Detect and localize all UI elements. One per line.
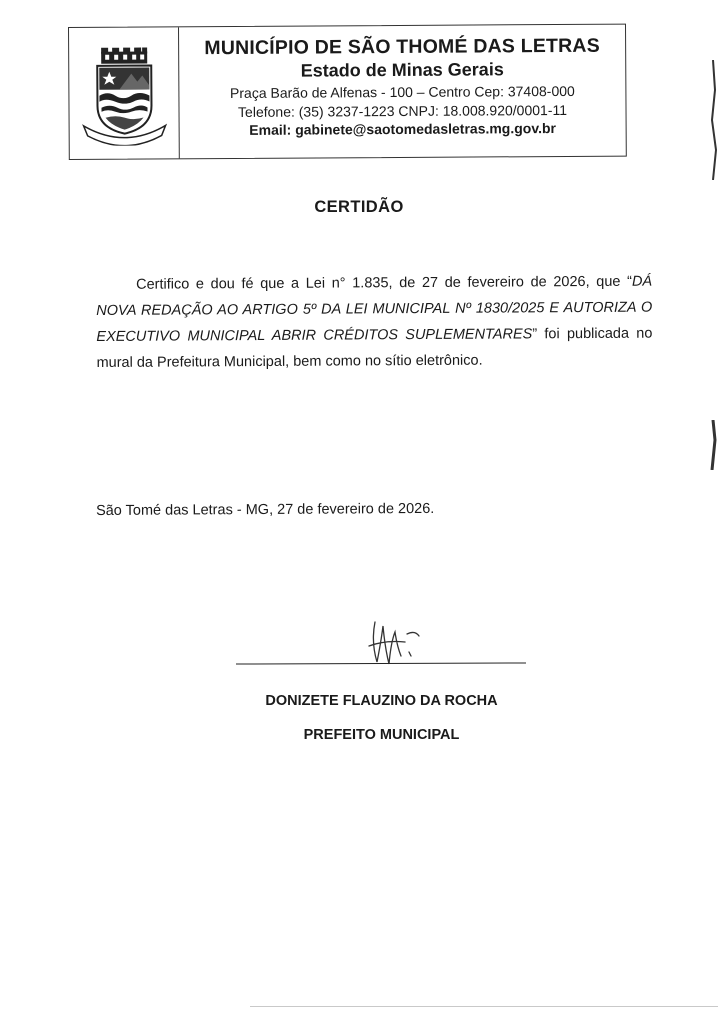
place-date: São Tomé das Letras - MG, 27 de fevereiro de 2026. — [96, 500, 435, 519]
scan-bottom-edge — [250, 1006, 718, 1007]
signer-role: PREFEITO MUNICIPAL — [303, 727, 460, 743]
paragraph-start: Certifico e dou fé que a Lei n° 1.835, de 27 de fevereiro de 2026, que “ — [136, 273, 632, 293]
letterhead — [68, 24, 627, 160]
scan-edge-mark — [709, 60, 717, 180]
phone-cnpj-line: Telefone: (35) 3237-1223 CNPJ: 18.008.920/0001-11 — [237, 101, 568, 120]
email-line[interactable]: Email: gabinete@saotomedasletras.mg.gov.br — [249, 120, 557, 138]
law-subject: DÁ NOVA REDAÇÃO AO ARTIGO 5º DA LEI MUNICIPAL Nº 1830/2025 E AUTORIZA O EXECUTIVO MUNICIPAL ABRIR CRÉDITOS SUPLEMENTARES — [96, 273, 653, 345]
document-title: CERTIDÃO — [314, 198, 404, 216]
scan-edge-mark — [708, 420, 717, 470]
signer-name: DONIZETE FLAUZINO DA ROCHA — [265, 693, 498, 709]
letterhead-text — [179, 31, 626, 139]
address-line: Praça Barão de Alfenas - 100 – Centro Cep: 37408-000 — [229, 82, 575, 102]
paragraph-end: ” foi publicada no mural da Prefeitura Municipal, bem como no sítio eletrônico. — [96, 325, 653, 371]
crest-cell — [69, 27, 180, 159]
certificate-paragraph — [96, 269, 653, 376]
municipal-crest-icon — [79, 45, 170, 146]
state-name: Estado de Minas Gerais — [300, 59, 504, 81]
municipality-title: MUNICÍPIO DE SÃO THOMÉ DAS LETRAS — [204, 34, 600, 60]
